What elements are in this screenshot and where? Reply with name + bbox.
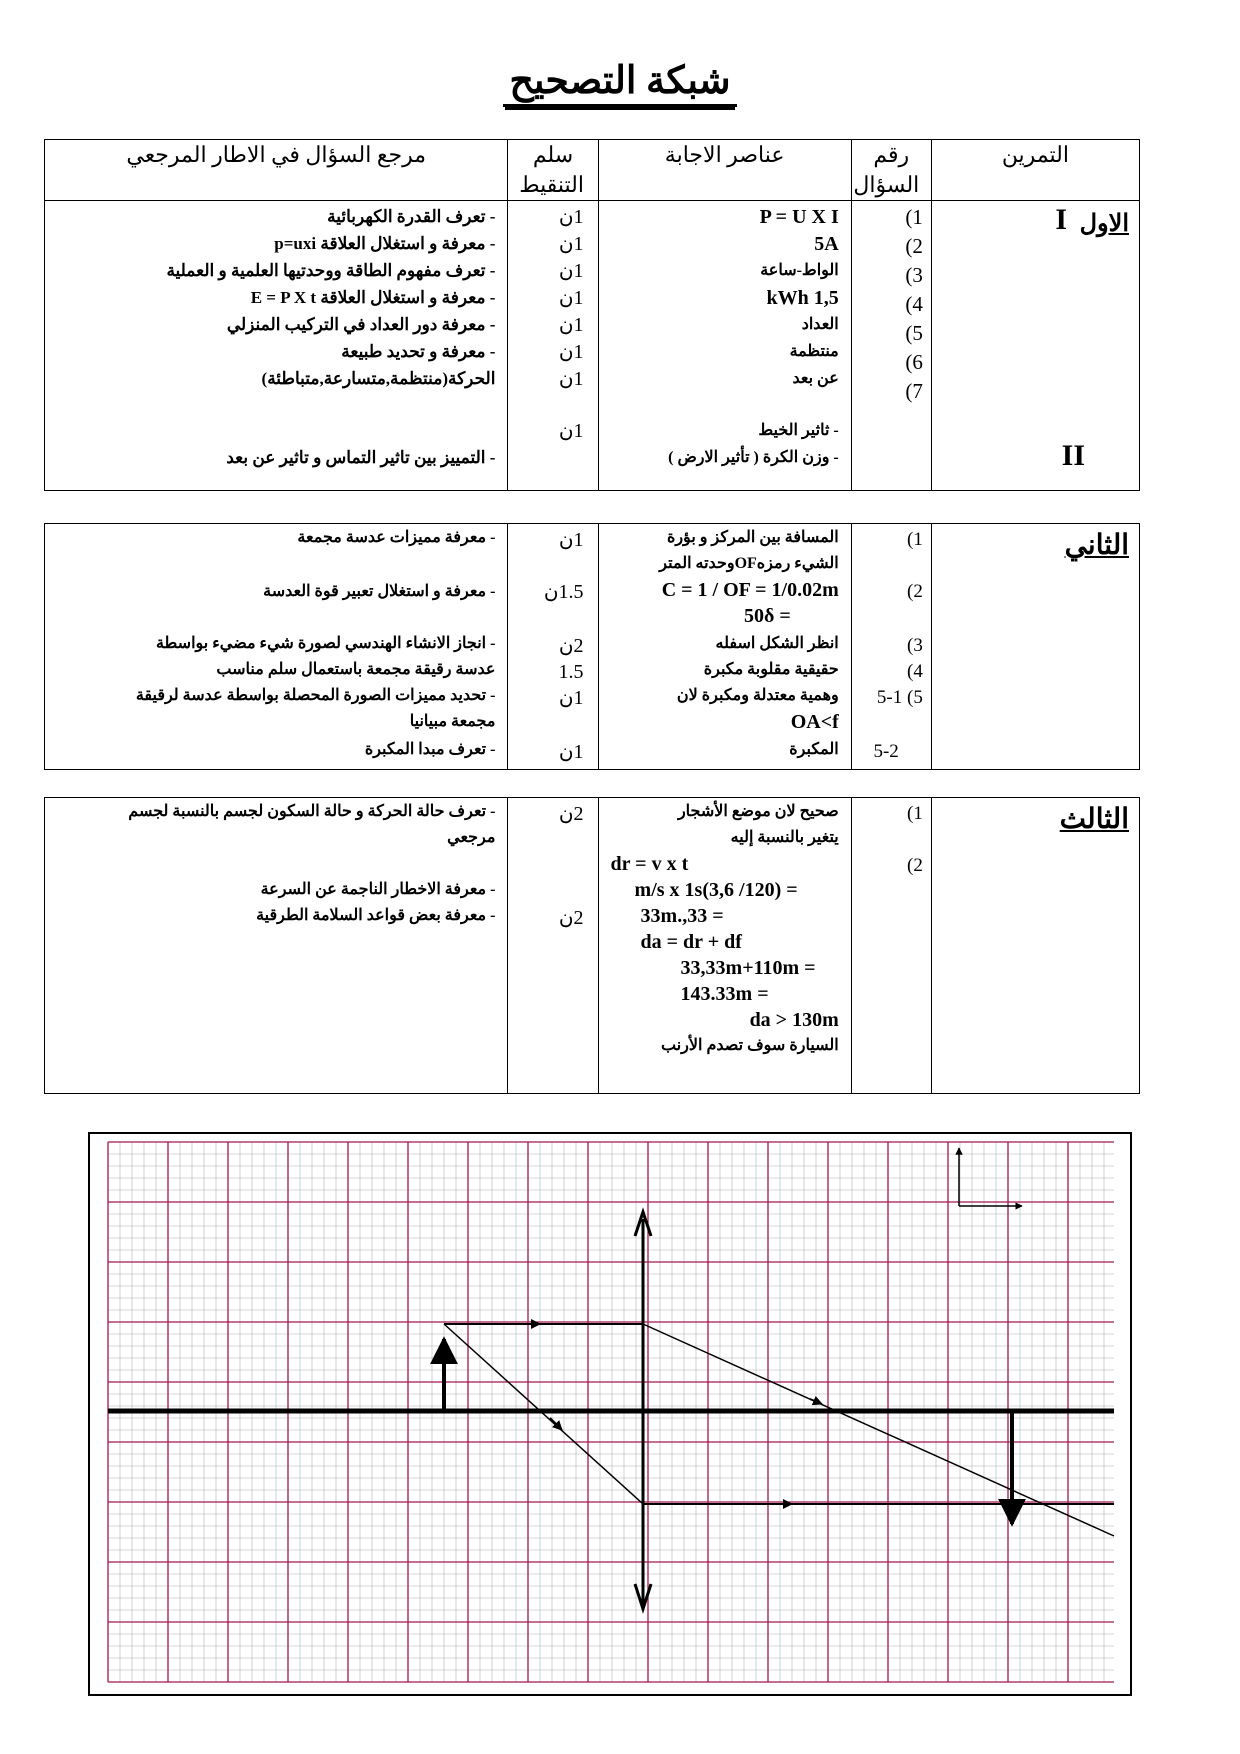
exercise-1-scores — [508, 201, 598, 491]
q-num: 4) — [906, 661, 923, 682]
reference-line: مرجعي — [447, 829, 496, 846]
exercise-1-roman: I — [1055, 203, 1067, 236]
reference-line: - معرفة و تحديد طبيعة — [341, 342, 496, 361]
answer-line: da > 130m — [749, 1009, 839, 1031]
answer-line: = 33,.33m — [640, 905, 724, 927]
exercise-1-title: الاول — [1079, 211, 1129, 237]
q-num: 5-2 — [873, 741, 899, 762]
answer-line: da = dr + df — [640, 931, 742, 953]
focal-ray — [444, 1324, 643, 1504]
exercise-3-nums — [851, 798, 931, 1094]
reference-line: - تعرف مبدا المكبرة — [364, 741, 496, 758]
exercise-3-row — [45, 798, 1140, 1094]
q-num: 4) — [905, 292, 923, 316]
answer-line: = 143.33m — [680, 983, 769, 1005]
reference-line: - معرفة الاخطار الناجمة عن السرعة — [260, 881, 496, 898]
exercise-2-nums — [851, 524, 931, 770]
header-answer-elements: عناصر الاجابة — [598, 140, 851, 201]
reference-line: - التمييز بين تاثير التماس و تاثير عن بعد — [226, 448, 496, 467]
q-num: 3) — [906, 635, 923, 656]
exercise-2-roman: II — [1061, 439, 1085, 472]
header-question-num: رقم السؤال — [851, 140, 931, 201]
page-title: شبكة التصحيح — [0, 58, 1240, 103]
answer-line: dr = v x t — [610, 853, 689, 875]
answer-line: منتظمة — [789, 343, 839, 360]
answer-line: المسافة بين المركز و بؤرة — [666, 529, 839, 546]
score: 1ن — [558, 260, 584, 282]
q-num: 5) 5-1 — [876, 687, 923, 708]
reference-line: مجمعة مبيانيا — [409, 713, 496, 730]
answer-line: السيارة سوف تصدم الأرنب — [660, 1037, 839, 1054]
answer-line: المكبرة — [789, 741, 839, 758]
q-num: 2) — [906, 581, 923, 602]
score: 1ن — [558, 420, 584, 442]
score: 1.5ن — [543, 581, 584, 603]
reference-line: - معرفة و استغلال تعبير قوة العدسة — [263, 583, 496, 600]
q-num: 1) — [906, 803, 923, 824]
score: 1ن — [558, 687, 584, 709]
answer-line: = (120/ 3,6)m/s x 1s — [634, 879, 798, 901]
q-num: 2) — [905, 234, 923, 258]
answer-line: OA<f — [790, 711, 839, 733]
reference-line: - انجاز الانشاء الهندسي لصورة شيء مضيء بواسطة — [155, 635, 496, 652]
grading-table-2 — [44, 523, 1140, 770]
exercise-2-cell — [931, 524, 1139, 770]
header-exercise: التمرين — [931, 140, 1139, 201]
answer-line: انظر الشكل اسفله — [715, 635, 839, 652]
q-num: 1) — [905, 205, 923, 229]
score: 1ن — [558, 741, 584, 763]
score: 1ن — [558, 314, 584, 336]
reference-line: - معرفة و استغلال العلاقة E = P X t — [250, 288, 496, 307]
score: 2ن — [558, 907, 584, 929]
table-header-row — [45, 140, 1140, 201]
exercise-2-scores — [508, 524, 598, 770]
answer-line: = 50δ — [743, 605, 791, 627]
score: 1ن — [558, 368, 584, 390]
score: 1ن — [558, 206, 584, 228]
answer-line: الواط-ساعة — [760, 262, 839, 279]
exercise-2-title: الثاني — [1064, 530, 1129, 561]
answer-line: العداد — [801, 316, 839, 333]
reference-line: - تعرف حالة الحركة و حالة السكون لجسم بالنسبة لجسم — [128, 803, 496, 820]
score: 1ن — [558, 341, 584, 363]
answer-line: وهمية معتدلة ومكبرة لان — [676, 687, 839, 704]
exercise-1-nums — [851, 201, 931, 491]
q-num: 5) — [905, 321, 923, 345]
answer-line: حقيقية مقلوبة مكبرة — [703, 661, 839, 678]
exercise-1-row — [45, 201, 1140, 491]
q-num: 3) — [905, 263, 923, 287]
reference-line: - معرفة و استغلال العلاقة p=uxi — [274, 234, 496, 253]
answer-line: = 33,33m+110m — [680, 957, 816, 979]
answer-line: 1,5 kWh — [766, 287, 839, 309]
answer-line: - وزن الكرة ( تأثير الارض ) — [668, 449, 839, 466]
exercise-3-scores — [508, 798, 598, 1094]
grading-table-1 — [44, 139, 1140, 491]
reference-line: - معرفة بعض قواعد السلامة الطرقية — [256, 907, 496, 924]
exercise-2-refs — [45, 524, 508, 770]
answer-line: - ثاثير الخيط — [758, 422, 839, 439]
answer-line: عن بعد — [792, 370, 839, 387]
q-num: 1) — [906, 529, 923, 550]
exercise-3-refs — [45, 798, 508, 1094]
exercise-3-answers — [598, 798, 851, 1094]
lens-ray-diagram — [88, 1132, 1132, 1696]
score: 1ن — [558, 287, 584, 309]
answer-line: P = U X I — [759, 206, 839, 228]
score: 1.5 — [558, 661, 584, 683]
exercise-1-answers — [598, 201, 851, 491]
q-num: 6) — [905, 350, 923, 374]
q-num: 7) — [905, 379, 923, 403]
score: 2ن — [558, 635, 584, 657]
exercise-2-row — [45, 524, 1140, 770]
exercise-3-title: الثالث — [1059, 804, 1129, 835]
grading-table-3 — [44, 797, 1140, 1094]
header-reference: مرجع السؤال في الاطار المرجعي — [45, 140, 508, 201]
reference-line: عدسة رقيقة مجمعة باستعمال سلم مناسب — [216, 661, 496, 678]
answer-line: C = 1 / OF = 1/0.02m — [661, 579, 839, 601]
exercise-2-answers — [598, 524, 851, 770]
answer-line: يتغير بالنسبة إليه — [730, 829, 839, 846]
ray-diagram-svg — [90, 1134, 1130, 1694]
q-num: 2) — [906, 855, 923, 876]
exercise-1-cell — [931, 201, 1139, 491]
score: 1ن — [558, 233, 584, 255]
exercise-1-refs — [45, 201, 508, 491]
reference-line: الحركة(منتظمة,متسارعة,متباطئة) — [261, 369, 496, 388]
reference-line: - تعرف مفهوم الطاقة ووحدتيها العلمية و العملية — [166, 261, 496, 280]
answer-line: الشيء رمزهOFوحدته المتر — [659, 555, 839, 572]
answer-line: صحيح لان موضع الأشجار — [677, 803, 839, 820]
answer-line: 5A — [814, 233, 839, 255]
score: 2ن — [558, 803, 584, 825]
score: 1ن — [558, 529, 584, 551]
header-score-scale: سلم التنقيط — [508, 140, 598, 201]
reference-line: - تحديد مميزات الصورة المحصلة بواسطة عدسة لرقيقة — [135, 687, 496, 704]
reference-line: - معرفة مميزات عدسة مجمعة — [297, 529, 496, 546]
exercise-3-cell — [931, 798, 1139, 1094]
reference-line: - تعرف القدرة الكهربائية — [327, 207, 496, 226]
reference-line: - معرفة دور العداد في التركيب المنزلي — [226, 315, 496, 334]
